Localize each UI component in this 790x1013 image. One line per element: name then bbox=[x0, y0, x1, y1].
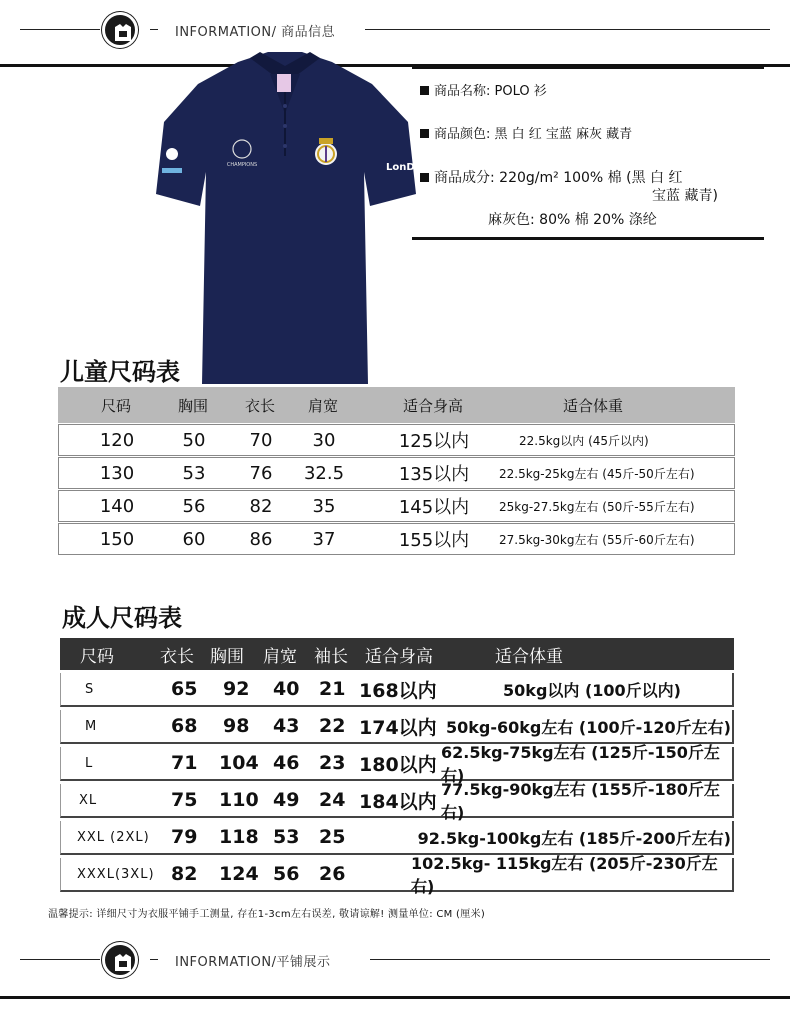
kids-header-cell: 尺码 bbox=[100, 396, 131, 415]
adult-size-table bbox=[60, 638, 734, 896]
info-color-text: 商品颜色: 黑 白 红 宝蓝 麻灰 藏青 bbox=[434, 127, 633, 142]
bottom-divider bbox=[0, 996, 790, 999]
table-row bbox=[58, 424, 735, 456]
table-cell: 155以内 bbox=[398, 530, 470, 551]
adult-header-cell: 肩宽 bbox=[263, 646, 297, 667]
table-cell: 50kg以内 (100斤以内) bbox=[503, 680, 681, 700]
table-cell: 23 bbox=[319, 752, 346, 774]
champions-text: CHAMPIONS bbox=[226, 162, 258, 168]
table-cell: 24 bbox=[319, 789, 346, 811]
adult-table-title: 成人尺码表 bbox=[62, 603, 182, 632]
table-cell: XXL (2XL) bbox=[77, 829, 150, 845]
table-row bbox=[60, 821, 734, 855]
table-cell: 50 bbox=[182, 429, 206, 451]
sleeve-patch bbox=[162, 168, 182, 173]
table-cell: 27.5kg-30kg左右 (55斤-60斤左右) bbox=[499, 532, 695, 547]
adult-header-cell: 衣长 bbox=[160, 646, 194, 667]
polo-shirt-image bbox=[150, 44, 420, 389]
adult-header-cell: 尺码 bbox=[80, 646, 114, 667]
table-cell: 21 bbox=[319, 678, 346, 700]
table-cell: S bbox=[85, 681, 95, 697]
kids-table-header bbox=[58, 387, 735, 423]
section-header-flatlay bbox=[0, 940, 790, 980]
header-tick bbox=[150, 29, 158, 30]
info-name-text: 商品名称: POLO 衫 bbox=[434, 84, 547, 99]
table-cell: 98 bbox=[223, 715, 250, 737]
info-material-line2: 宝蓝 藏青) bbox=[652, 188, 718, 204]
table-row bbox=[58, 523, 735, 555]
table-cell: 145以内 bbox=[398, 497, 470, 518]
table-cell: 92.5kg-100kg左右 (185斤-200斤左右) bbox=[417, 828, 731, 848]
bullet-square-icon bbox=[420, 129, 429, 138]
table-cell: 25 bbox=[319, 826, 346, 848]
sleeve-badge-icon bbox=[166, 148, 178, 160]
table-cell: 168以内 bbox=[359, 679, 437, 702]
shirt-logo-icon bbox=[102, 942, 138, 978]
table-cell: 76 bbox=[249, 462, 273, 484]
table-cell: 120 bbox=[99, 429, 135, 451]
table-cell: 30 bbox=[312, 429, 336, 451]
table-cell: 130 bbox=[99, 462, 135, 484]
adult-table-header bbox=[60, 638, 734, 670]
table-cell: 140 bbox=[99, 495, 135, 517]
table-cell: 174以内 bbox=[359, 716, 437, 739]
adult-header-cell: 适合身高 bbox=[365, 646, 433, 667]
table-cell: 86 bbox=[249, 528, 273, 550]
kids-header-cell: 衣长 bbox=[244, 396, 275, 415]
table-cell: 32.5 bbox=[303, 462, 345, 484]
table-cell: 65 bbox=[171, 678, 198, 700]
table-cell: 150 bbox=[99, 528, 135, 550]
table-cell: 79 bbox=[171, 826, 198, 848]
table-cell: 92 bbox=[223, 678, 250, 700]
kids-header-cell: 肩宽 bbox=[307, 396, 338, 415]
table-cell: 110 bbox=[219, 789, 259, 811]
table-cell: 46 bbox=[273, 752, 300, 774]
table-cell: 184以内 bbox=[359, 790, 437, 813]
table-cell: 37 bbox=[312, 528, 336, 550]
table-cell: XXXL(3XL) bbox=[77, 866, 155, 882]
adult-header-cell: 袖长 bbox=[314, 646, 348, 667]
table-cell: 70 bbox=[249, 429, 273, 451]
table-cell: 118 bbox=[219, 826, 259, 848]
info-color bbox=[420, 123, 632, 142]
table-cell: 125以内 bbox=[398, 431, 470, 452]
table-cell: 124 bbox=[219, 863, 259, 885]
kids-header-cell: 胸围 bbox=[177, 396, 208, 415]
table-cell: 102.5kg- 115kg左右 (205斤-230斤左右) bbox=[411, 854, 718, 896]
adult-header-cell: 胸围 bbox=[210, 646, 244, 667]
bullet-square-icon bbox=[420, 86, 429, 95]
table-cell: 104 bbox=[219, 752, 259, 774]
header-rule-right bbox=[365, 29, 770, 30]
table-row bbox=[60, 710, 734, 744]
table-cell: 75 bbox=[171, 789, 198, 811]
header-rule-left bbox=[20, 959, 100, 960]
table-cell: 40 bbox=[273, 678, 300, 700]
table-row bbox=[60, 780, 734, 822]
table-cell: 56 bbox=[182, 495, 206, 517]
info-material bbox=[420, 167, 682, 187]
table-cell: 68 bbox=[171, 715, 198, 737]
table-row bbox=[60, 673, 734, 707]
table-cell: 53 bbox=[182, 462, 206, 484]
kids-header-cell: 适合身高 bbox=[402, 396, 463, 415]
kids-header-cell: 适合体重 bbox=[562, 396, 623, 415]
table-cell: 60 bbox=[182, 528, 206, 550]
table-cell: 22.5kg以内 (45斤以内) bbox=[519, 433, 649, 448]
info-name bbox=[420, 80, 547, 99]
table-cell: 22 bbox=[319, 715, 346, 737]
table-cell: 26 bbox=[319, 863, 346, 885]
measurement-note: 温馨提示: 详细尺寸为衣服平铺手工测量, 存在1-3cm左右误差, 敬请谅解! 测量单位: CM (厘米) bbox=[48, 909, 486, 920]
table-row bbox=[60, 743, 734, 785]
header-tick bbox=[150, 959, 158, 960]
table-cell: 25kg-27.5kg左右 (50斤-55斤左右) bbox=[499, 499, 695, 514]
table-cell: 56 bbox=[273, 863, 300, 885]
header-title: INFORMATION/ 商品信息 bbox=[175, 25, 336, 40]
header-rule-right bbox=[370, 959, 770, 960]
info-material-line3: 麻灰色: 80% 棉 20% 涤纶 bbox=[488, 212, 657, 228]
shirt-logo-icon bbox=[102, 12, 138, 48]
table-cell: 82 bbox=[249, 495, 273, 517]
table-cell: 50kg-60kg左右 (100斤-120斤左右) bbox=[446, 717, 731, 737]
kids-size-table bbox=[58, 387, 735, 555]
table-row bbox=[60, 854, 734, 896]
table-cell: 43 bbox=[273, 715, 300, 737]
table-row bbox=[58, 457, 735, 489]
table-cell: L bbox=[85, 755, 94, 771]
table-row bbox=[58, 490, 735, 522]
adult-header-cell: 适合体重 bbox=[495, 646, 563, 667]
info-rule-bottom bbox=[412, 237, 764, 240]
header-title: INFORMATION/平铺展示 bbox=[175, 955, 331, 970]
table-cell: M bbox=[85, 718, 98, 734]
bullet-square-icon bbox=[420, 173, 429, 182]
sleeve-text: LonD bbox=[386, 162, 415, 173]
table-cell: 77.5kg-90kg左右 (155斤-180斤左右) bbox=[441, 780, 720, 822]
table-cell: XL bbox=[79, 792, 98, 808]
header-rule-left bbox=[20, 29, 100, 30]
kids-table-title: 儿童尺码表 bbox=[60, 357, 180, 386]
info-rule-top bbox=[412, 66, 764, 69]
table-cell: 71 bbox=[171, 752, 198, 774]
table-cell: 82 bbox=[171, 863, 198, 885]
table-cell: 53 bbox=[273, 826, 300, 848]
table-cell: 180以内 bbox=[359, 753, 437, 776]
table-cell: 135以内 bbox=[398, 464, 470, 485]
table-cell: 62.5kg-75kg左右 (125斤-150斤左右) bbox=[441, 743, 720, 785]
table-cell: 49 bbox=[273, 789, 300, 811]
info-material-text: 商品成分: 220g/m² 100% 棉 (黑 白 红 bbox=[434, 170, 683, 186]
table-cell: 22.5kg-25kg左右 (45斤-50斤左右) bbox=[499, 466, 695, 481]
table-cell: 35 bbox=[312, 495, 336, 517]
